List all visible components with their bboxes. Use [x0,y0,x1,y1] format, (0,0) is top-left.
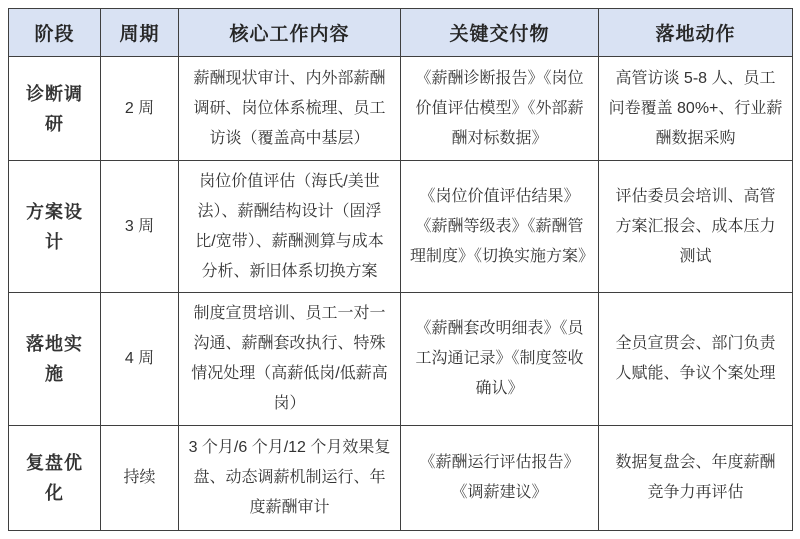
period-cell: 2 周 [101,57,179,161]
header-phase: 阶段 [9,9,101,57]
phase-cell: 方案设计 [9,161,101,293]
header-core-work: 核心工作内容 [179,9,401,57]
header-row [9,9,793,57]
actions-cell: 数据复盘会、年度薪酬竞争力再评估 [599,426,793,531]
core-work-cell: 制度宣贯培训、员工一对一沟通、薪酬套改执行、特殊情况处理（高薪低岗/低薪高岗） [179,293,401,426]
header-actions: 落地动作 [599,9,793,57]
period-cell: 3 周 [101,161,179,293]
period-cell: 持续 [101,426,179,531]
table-row [9,426,793,531]
deliverables-cell: 《薪酬运行评估报告》《调薪建议》 [401,426,599,531]
table-row [9,161,793,293]
deliverables-cell: 《薪酬诊断报告》《岗位价值评估模型》《外部薪酬对标数据》 [401,57,599,161]
table-row [9,293,793,426]
actions-cell: 高管访谈 5-8 人、员工问卷覆盖 80%+、行业薪酬数据采购 [599,57,793,161]
header-deliverables: 关键交付物 [401,9,599,57]
header-period: 周期 [101,9,179,57]
deliverables-cell: 《岗位价值评估结果》《薪酬等级表》《薪酬管理制度》《切换实施方案》 [401,161,599,293]
core-work-cell: 岗位价值评估（海氏/美世法）、薪酬结构设计（固浮比/宽带）、薪酬测算与成本分析、新旧体系切换方案 [179,161,401,293]
phase-cell: 落地实施 [9,293,101,426]
phase-cell: 诊断调研 [9,57,101,161]
table-row [9,57,793,161]
deliverables-cell: 《薪酬套改明细表》《员工沟通记录》《制度签收确认》 [401,293,599,426]
core-work-cell: 薪酬现状审计、内外部薪酬调研、岗位体系梳理、员工访谈（覆盖高中基层） [179,57,401,161]
core-work-cell: 3 个月/6 个月/12 个月效果复盘、动态调薪机制运行、年度薪酬审计 [179,426,401,531]
actions-cell: 全员宣贯会、部门负责人赋能、争议个案处理 [599,293,793,426]
salary-project-phases-table [8,8,793,531]
phase-cell: 复盘优化 [9,426,101,531]
period-cell: 4 周 [101,293,179,426]
actions-cell: 评估委员会培训、高管方案汇报会、成本压力测试 [599,161,793,293]
